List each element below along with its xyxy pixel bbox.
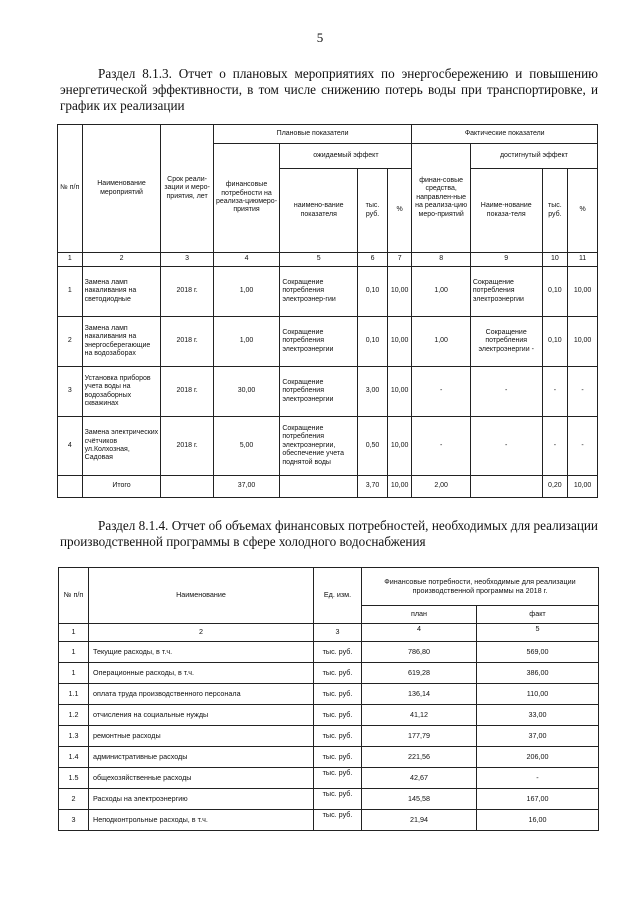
row-num: 1 [58, 267, 83, 317]
row-num: 1.1 [59, 684, 89, 705]
col-num: 1 [59, 624, 89, 642]
row-percent: 10,00 [387, 267, 412, 317]
header-thousand-rub-fact: тыс. руб. [542, 169, 568, 253]
row-plan: 177,79 [362, 726, 477, 747]
header-fin-funds: финан-совые средства, направлен-ные на реализа-цию меро-приятий [412, 144, 470, 253]
col-num: 9 [470, 253, 542, 267]
total-label: Итого [82, 476, 161, 498]
total-fact-fin: 2,00 [412, 476, 470, 498]
row-num: 1.5 [59, 768, 89, 789]
table-row [59, 810, 599, 831]
col-num: 11 [568, 253, 598, 267]
table-row [59, 726, 599, 747]
row-percent: 10,00 [387, 317, 412, 367]
header-percent: % [387, 169, 412, 253]
row-thousand-rub: 0,50 [358, 417, 388, 476]
header-achieved-effect: достигнутый эффект [470, 144, 597, 169]
row-name: Неподконтрольные расходы, в т.ч. [89, 810, 314, 831]
row-num: 1.4 [59, 747, 89, 768]
table-row [58, 317, 598, 367]
row-plan: 21,94 [362, 810, 477, 831]
row-name: Текущие расходы, в т.ч. [89, 642, 314, 663]
row-term: 2018 г. [161, 317, 213, 367]
row-fact-indicator: - [470, 367, 542, 417]
row-unit: тыс. руб. [314, 663, 362, 684]
header-unit: Ед. изм. [314, 568, 362, 624]
col-num: 6 [358, 253, 388, 267]
section-8-1-4-heading: Раздел 8.1.4. Отчет об объемах финансовых потребностей, необходимых для реализации производственной программы в сфере холодного водоснабжения [60, 518, 598, 549]
row-name: Замена электрических счётчиков ул.Колхозная, Садовая [82, 417, 161, 476]
col-num: 2 [89, 624, 314, 642]
header-name: Наименование мероприятий [82, 125, 161, 253]
total-row [58, 476, 598, 498]
row-fact: 569,00 [477, 642, 599, 663]
header-financial-needs: Финансовые потребности, необходимые для реализации производственной программы на 2018 г. [362, 568, 599, 606]
row-fact-fin: - [412, 417, 470, 476]
row-thousand-rub: 3,00 [358, 367, 388, 417]
row-plan: 221,56 [362, 747, 477, 768]
row-unit: тыс. руб. [314, 642, 362, 663]
row-fact: - [477, 768, 599, 789]
row-fact-fin: 1,00 [412, 267, 470, 317]
table-row [58, 417, 598, 476]
row-num: 3 [59, 810, 89, 831]
header-indicator-name: наимено-вание показателя [280, 169, 358, 253]
row-name: Замена ламп накаливания на светодиодные [82, 267, 161, 317]
header-plan: план [362, 606, 477, 624]
row-fact-percent: - [568, 417, 598, 476]
row-plan: 136,14 [362, 684, 477, 705]
section-8-1-3-heading: Раздел 8.1.3. Отчет о плановых мероприятиях по энергосбережению и повышению энергетической эффективности, в том числе снижению потерь воды при транспортировке, и график их реализации [60, 66, 598, 113]
table-row [59, 789, 599, 810]
row-num: 1 [59, 642, 89, 663]
row-term: 2018 г. [161, 417, 213, 476]
row-name: Установка приборов учета воды на водозаборных скважинах [82, 367, 161, 417]
row-unit: тыс. руб. [314, 747, 362, 768]
table-row [59, 684, 599, 705]
row-fact-percent: - [568, 367, 598, 417]
row-unit: тыс. руб. [314, 768, 362, 789]
row-fact: 386,00 [477, 663, 599, 684]
table-row [59, 747, 599, 768]
header-fact: факт [477, 606, 599, 624]
col-num: 2 [82, 253, 161, 267]
row-name: ремонтные расходы [89, 726, 314, 747]
row-fact-indicator: Сокращение потребления электроэнергии [470, 267, 542, 317]
row-unit: тыс. руб. [314, 789, 362, 810]
header-thousand-rub: тыс. руб. [358, 169, 388, 253]
col-num: 3 [314, 624, 362, 642]
row-unit: тыс. руб. [314, 810, 362, 831]
row-term: 2018 г. [161, 367, 213, 417]
row-unit: тыс. руб. [314, 684, 362, 705]
row-fact-thousand-rub: 0,10 [542, 317, 568, 367]
col-num: 3 [161, 253, 213, 267]
row-name: Расходы на электроэнергию [89, 789, 314, 810]
row-thousand-rub: 0,10 [358, 267, 388, 317]
header-name: Наименование [89, 568, 314, 624]
col-num: 5 [477, 624, 599, 642]
row-fact: 167,00 [477, 789, 599, 810]
row-name: отчисления на социальные нужды [89, 705, 314, 726]
row-fact-percent: 10,00 [568, 267, 598, 317]
table-row [58, 267, 598, 317]
header-expected-effect: ожидаемый эффект [280, 144, 412, 169]
row-fin: 30,00 [213, 367, 280, 417]
row-plan: 619,28 [362, 663, 477, 684]
row-fact: 33,00 [477, 705, 599, 726]
page-number: 5 [316, 30, 324, 45]
row-fact-fin: 1,00 [412, 317, 470, 367]
col-num: 4 [362, 624, 477, 642]
row-indicator: Сокращение потребления электроэнер-гии [280, 267, 358, 317]
row-thousand-rub: 0,10 [358, 317, 388, 367]
row-num: 3 [58, 367, 83, 417]
header-num: № п/п [59, 568, 89, 624]
col-num: 4 [213, 253, 280, 267]
row-fin: 1,00 [213, 317, 280, 367]
row-num: 1 [59, 663, 89, 684]
table-row [59, 768, 599, 789]
header-term: Срок реали-зации и меро-приятия, лет [161, 125, 213, 253]
row-fact-indicator: Сокращение потребления электроэнергии - [470, 317, 542, 367]
total-fact-percent: 10,00 [568, 476, 598, 498]
row-num: 1.2 [59, 705, 89, 726]
row-fact: 37,00 [477, 726, 599, 747]
header-planned: Плановые показатели [213, 125, 412, 144]
row-indicator: Сокращение потребления электроэнергии [280, 317, 358, 367]
total-fact-thousand-rub: 0,20 [542, 476, 568, 498]
row-name: общехозяйственные расходы [89, 768, 314, 789]
row-name: оплата труда производственного персонала [89, 684, 314, 705]
table-row [58, 367, 598, 417]
row-name: Замена ламп накаливания на энергосберегающие на водозаборах [82, 317, 161, 367]
row-name: административные расходы [89, 747, 314, 768]
header-num: № п/п [58, 125, 83, 253]
row-plan: 42,67 [362, 768, 477, 789]
row-plan: 41,12 [362, 705, 477, 726]
row-unit: тыс. руб. [314, 726, 362, 747]
row-plan: 786,80 [362, 642, 477, 663]
table-row [59, 705, 599, 726]
row-unit: тыс. руб. [314, 705, 362, 726]
row-fact-indicator: - [470, 417, 542, 476]
total-thousand-rub: 3,70 [358, 476, 388, 498]
row-fact-thousand-rub: - [542, 367, 568, 417]
header-percent-fact: % [568, 169, 598, 253]
row-indicator: Сокращение потребления электроэнергии [280, 367, 358, 417]
row-percent: 10,00 [387, 367, 412, 417]
row-fin: 1,00 [213, 267, 280, 317]
row-fact: 206,00 [477, 747, 599, 768]
col-num: 8 [412, 253, 470, 267]
row-num: 1.3 [59, 726, 89, 747]
row-num: 2 [58, 317, 83, 367]
column-numbers-row [59, 624, 599, 642]
table-row [59, 663, 599, 684]
row-fact: 16,00 [477, 810, 599, 831]
total-percent: 10,00 [387, 476, 412, 498]
row-fact-thousand-rub: - [542, 417, 568, 476]
col-num: 1 [58, 253, 83, 267]
header-actual: Фактические показатели [412, 125, 598, 144]
row-plan: 145,58 [362, 789, 477, 810]
total-fin: 37,00 [213, 476, 280, 498]
row-fact-thousand-rub: 0,10 [542, 267, 568, 317]
financial-needs-table [58, 567, 599, 831]
energy-saving-measures-table [57, 124, 598, 498]
row-num: 2 [59, 789, 89, 810]
column-numbers-row [58, 253, 598, 267]
header-fin-need: финансовые потребности на реализа-циюмеро-приятия [213, 144, 280, 253]
row-fact-percent: 10,00 [568, 317, 598, 367]
row-fin: 5,00 [213, 417, 280, 476]
col-num: 7 [387, 253, 412, 267]
col-num: 5 [280, 253, 358, 267]
row-indicator: Сокращение потребления электроэнергии, обеспечение учета поднятой воды [280, 417, 358, 476]
row-name: Операционные расходы, в т.ч. [89, 663, 314, 684]
col-num: 10 [542, 253, 568, 267]
row-percent: 10,00 [387, 417, 412, 476]
row-num: 4 [58, 417, 83, 476]
header-indicator-name-fact: Наиме-нование показа-теля [470, 169, 542, 253]
row-fact: 110,00 [477, 684, 599, 705]
row-fact-fin: - [412, 367, 470, 417]
row-term: 2018 г. [161, 267, 213, 317]
table-row [59, 642, 599, 663]
